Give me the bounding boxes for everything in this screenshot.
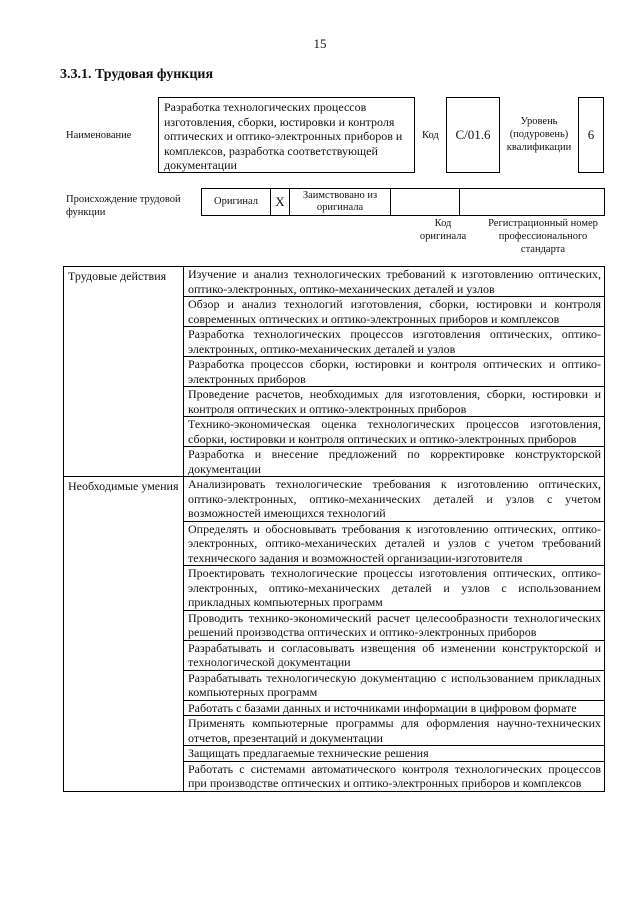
labor-action-item: Изучение и анализ технологических требований к изготовлению оптических, оптико-электронных, оптико-механических деталей и узлов xyxy=(184,267,605,297)
labor-action-item: Проведение расчетов, необходимых для изготовления, сборки, юстировки и контроля оптических и оптико-электронных приборов xyxy=(184,387,605,417)
code-label: Код xyxy=(422,130,439,141)
main-table xyxy=(63,266,605,792)
code-original-label: Код оригинала xyxy=(419,218,467,242)
skill-item: Определять и обосновывать требования к изготовлению оптических, оптико-электронных, оптико-механических деталей и узлов с учетом требований технического задания и возможностей организации-изготовителя xyxy=(184,521,605,566)
labor-actions-label: Трудовые действия xyxy=(64,267,184,477)
labor-action-item: Технико-экономическая оценка технологических процессов изготовления, сборки, юстировки и контроля оптических и оптико-электронных приборов xyxy=(184,417,605,447)
skill-item: Проектировать технологические процессы изготовления оптических, оптико-электронных, оптико-механических деталей и узлов с использованием прикладных компьютерных программ xyxy=(184,566,605,611)
code-value: C/01.6 xyxy=(446,97,500,173)
skill-item: Применять компьютерные программы для оформления научно-технических отчетов, презентаций и документации xyxy=(184,716,605,746)
skill-item: Работать с системами автоматического контроля технологических процессов при производстве оптических и оптико-электронных приборов и комплексов xyxy=(184,761,605,791)
original-label: Оригинал xyxy=(202,189,271,216)
reg-number-cell xyxy=(460,189,605,216)
reg-number-label: Регистрационный номер профессионального стандарта xyxy=(488,218,598,255)
level-value: 6 xyxy=(578,97,604,173)
table-row xyxy=(64,477,605,522)
original-mark: X xyxy=(271,189,290,216)
labor-action-item: Разработка и внесение предложений по корректировке конструкторской документации xyxy=(184,447,605,477)
name-label: Наименование xyxy=(66,130,132,141)
skill-item: Работать с базами данных и источниками информации в цифровом формате xyxy=(184,700,605,716)
table-row xyxy=(64,267,605,297)
labor-action-item: Разработка процессов сборки, юстировки и контроля оптических и оптико-электронных приборов xyxy=(184,357,605,387)
labor-action-item: Обзор и анализ технологий изготовления, сборки, юстировки и контроля современных оптических и оптико-электронных приборов и комплексов xyxy=(184,297,605,327)
origin-table xyxy=(201,188,605,216)
borrowed-label: Заимствовано из оригинала xyxy=(290,189,391,216)
skill-item: Анализировать технологические требования к изготовлению оптических, оптико-электронных, оптико-механических деталей и узлов с учетом возможностей имеющихся технологий xyxy=(184,477,605,522)
required-skills-label: Необходимые умения xyxy=(64,477,184,792)
code-original-cell xyxy=(391,189,460,216)
labor-action-item: Разработка технологических процессов изготовления оптических, оптико-электронных, оптико-механических деталей и узлов xyxy=(184,327,605,357)
section-title: 3.3.1. Трудовая функция xyxy=(60,67,214,82)
skill-item: Разрабатывать технологическую документацию с использованием прикладных компьютерных программ xyxy=(184,670,605,700)
origin-label: Происхождение трудовой функции xyxy=(66,194,181,218)
name-value: Разработка технологических процессов изготовления, сборки, юстировки и контроля оптических и оптико-электронных приборов и комплексов, разработка соответствующей документации xyxy=(158,97,415,173)
skill-item: Разрабатывать и согласовывать извещения об изменении конструкторской и технологической документации xyxy=(184,640,605,670)
skill-item: Защищать предлагаемые технические решения xyxy=(184,746,605,762)
level-label: Уровень (подуровень) квалификации xyxy=(506,116,572,153)
page-number: 15 xyxy=(313,36,327,51)
skill-item: Проводить технико-экономический расчет целесообразности технологических решений производства оптических и оптико-электронных приборов xyxy=(184,610,605,640)
